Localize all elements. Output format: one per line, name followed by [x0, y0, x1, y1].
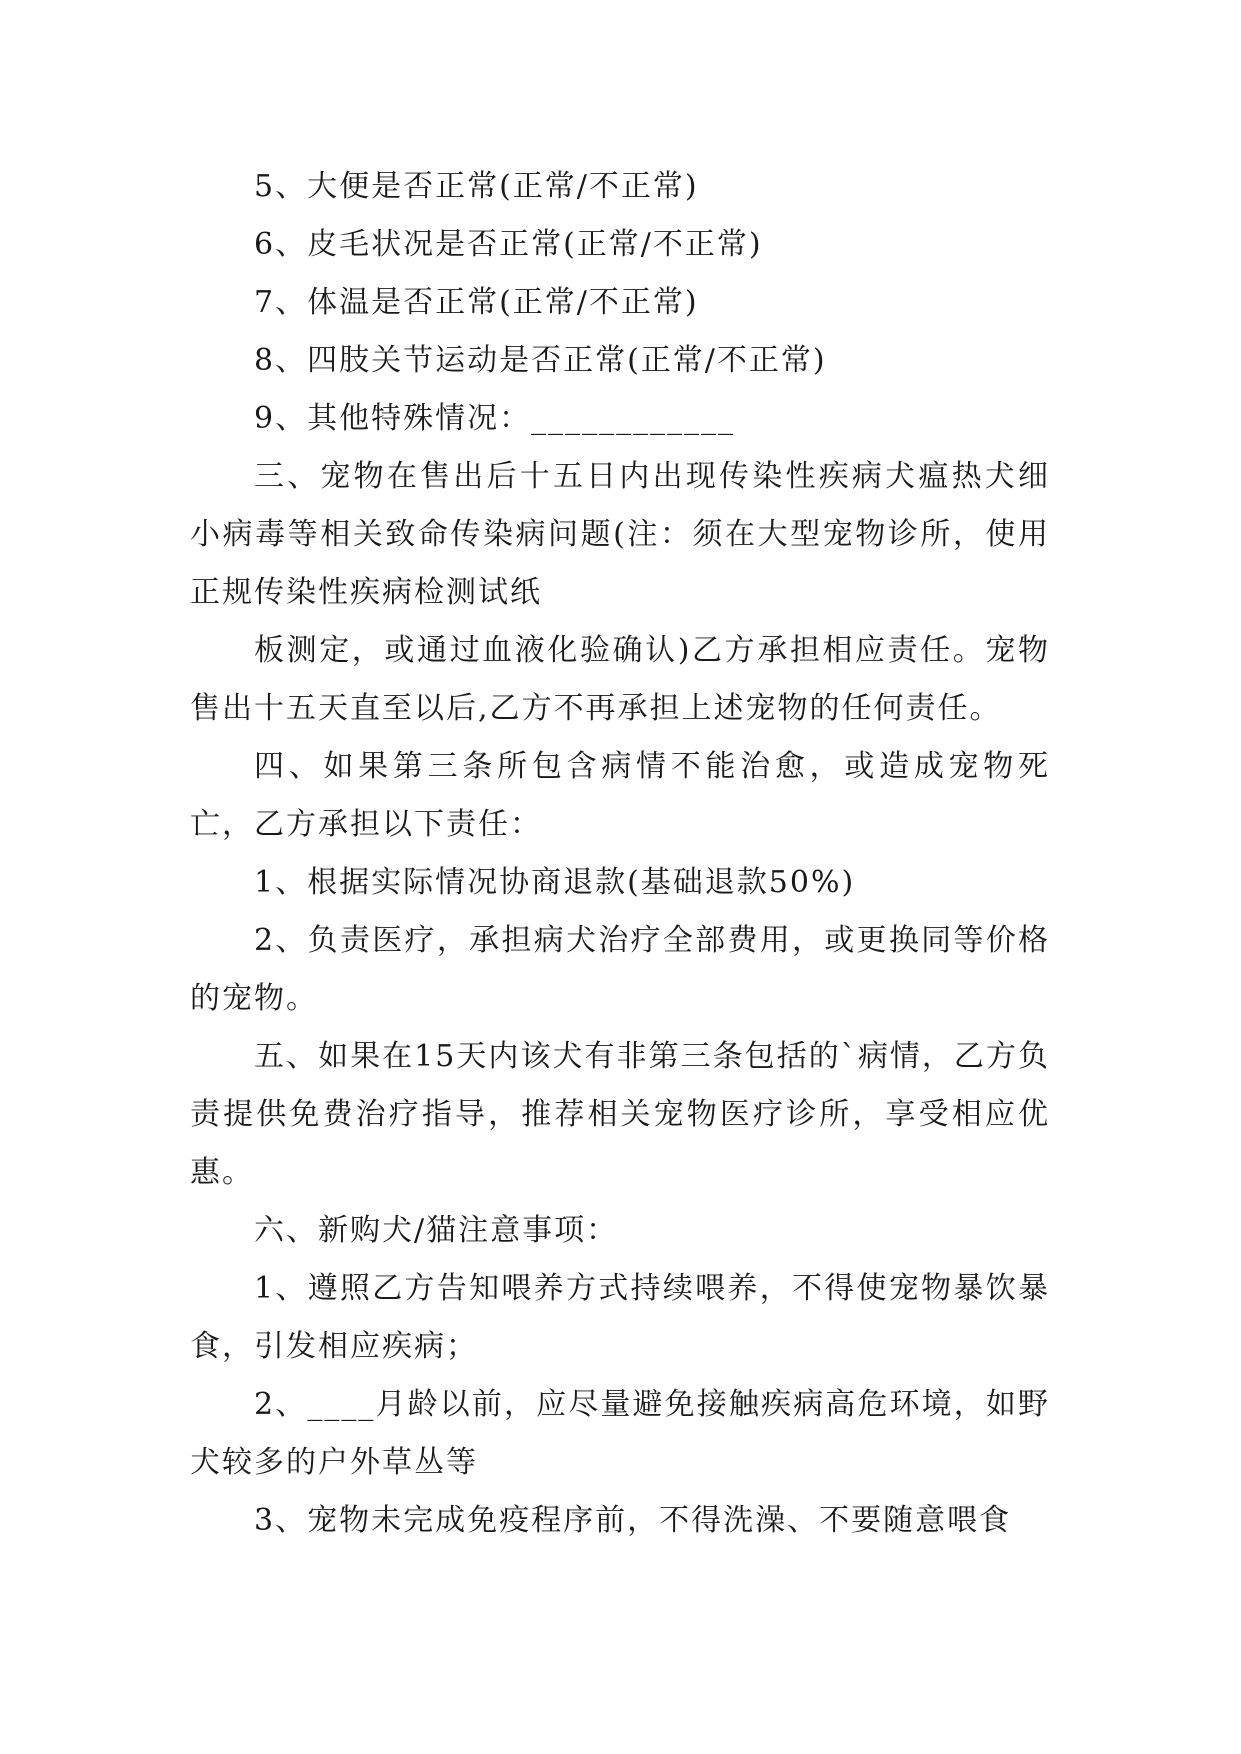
clause-3: 三、宠物在售出后十五日内出现传染性疾病犬瘟热犬细小病毒等相关致命传染病问题(注：须在大型宠物诊所，使用正规传染性疾病检测试纸: [190, 459, 1050, 610]
clause-4-item-1: 1、根据实际情况协商退款(基础退款50%): [254, 865, 856, 900]
clause-6-item-3: 3、宠物未完成免疫程序前，不得洗澡、不要随意喂食: [254, 1503, 1012, 1538]
document-body: [190, 158, 1050, 1550]
item-9-other: 9、其他特殊情况：____________: [254, 401, 736, 436]
clause-6-item-1: 1、遵照乙方告知喂养方式持续喂养，不得使宠物暴饮暴食，引发相应疾病；: [190, 1271, 1050, 1364]
clause-5: 五、如果在15天内该犬有非第三条包括的`病情，乙方负责提供免费治疗指导，推荐相关宠物医疗诊所，享受相应优惠。: [190, 1039, 1050, 1190]
clause-3-continued: 板测定，或通过血液化验确认)乙方承担相应责任。宠物售出十五天直至以后,乙方不再承担上述宠物的任何责任。: [190, 633, 1050, 726]
clause-4: 四、如果第三条所包含病情不能治愈，或造成宠物死亡，乙方承担以下责任：: [190, 749, 1050, 842]
item-8-joints: 8、四肢关节运动是否正常(正常/不正常): [254, 343, 827, 378]
clause-6-heading: 六、新购犬/猫注意事项：: [254, 1213, 619, 1248]
item-6-coat: 6、皮毛状况是否正常(正常/不正常): [254, 227, 763, 262]
item-5-stool: 5、大便是否正常(正常/不正常): [254, 169, 699, 204]
item-7-temperature: 7、体温是否正常(正常/不正常): [254, 285, 699, 320]
clause-6-item-2: 2、____月龄以前，应尽量避免接触疾病高危环境，如野犬较多的户外草丛等: [190, 1387, 1050, 1480]
clause-4-item-2: 2、负责医疗，承担病犬治疗全部费用，或更换同等价格的宠物。: [190, 923, 1050, 1016]
